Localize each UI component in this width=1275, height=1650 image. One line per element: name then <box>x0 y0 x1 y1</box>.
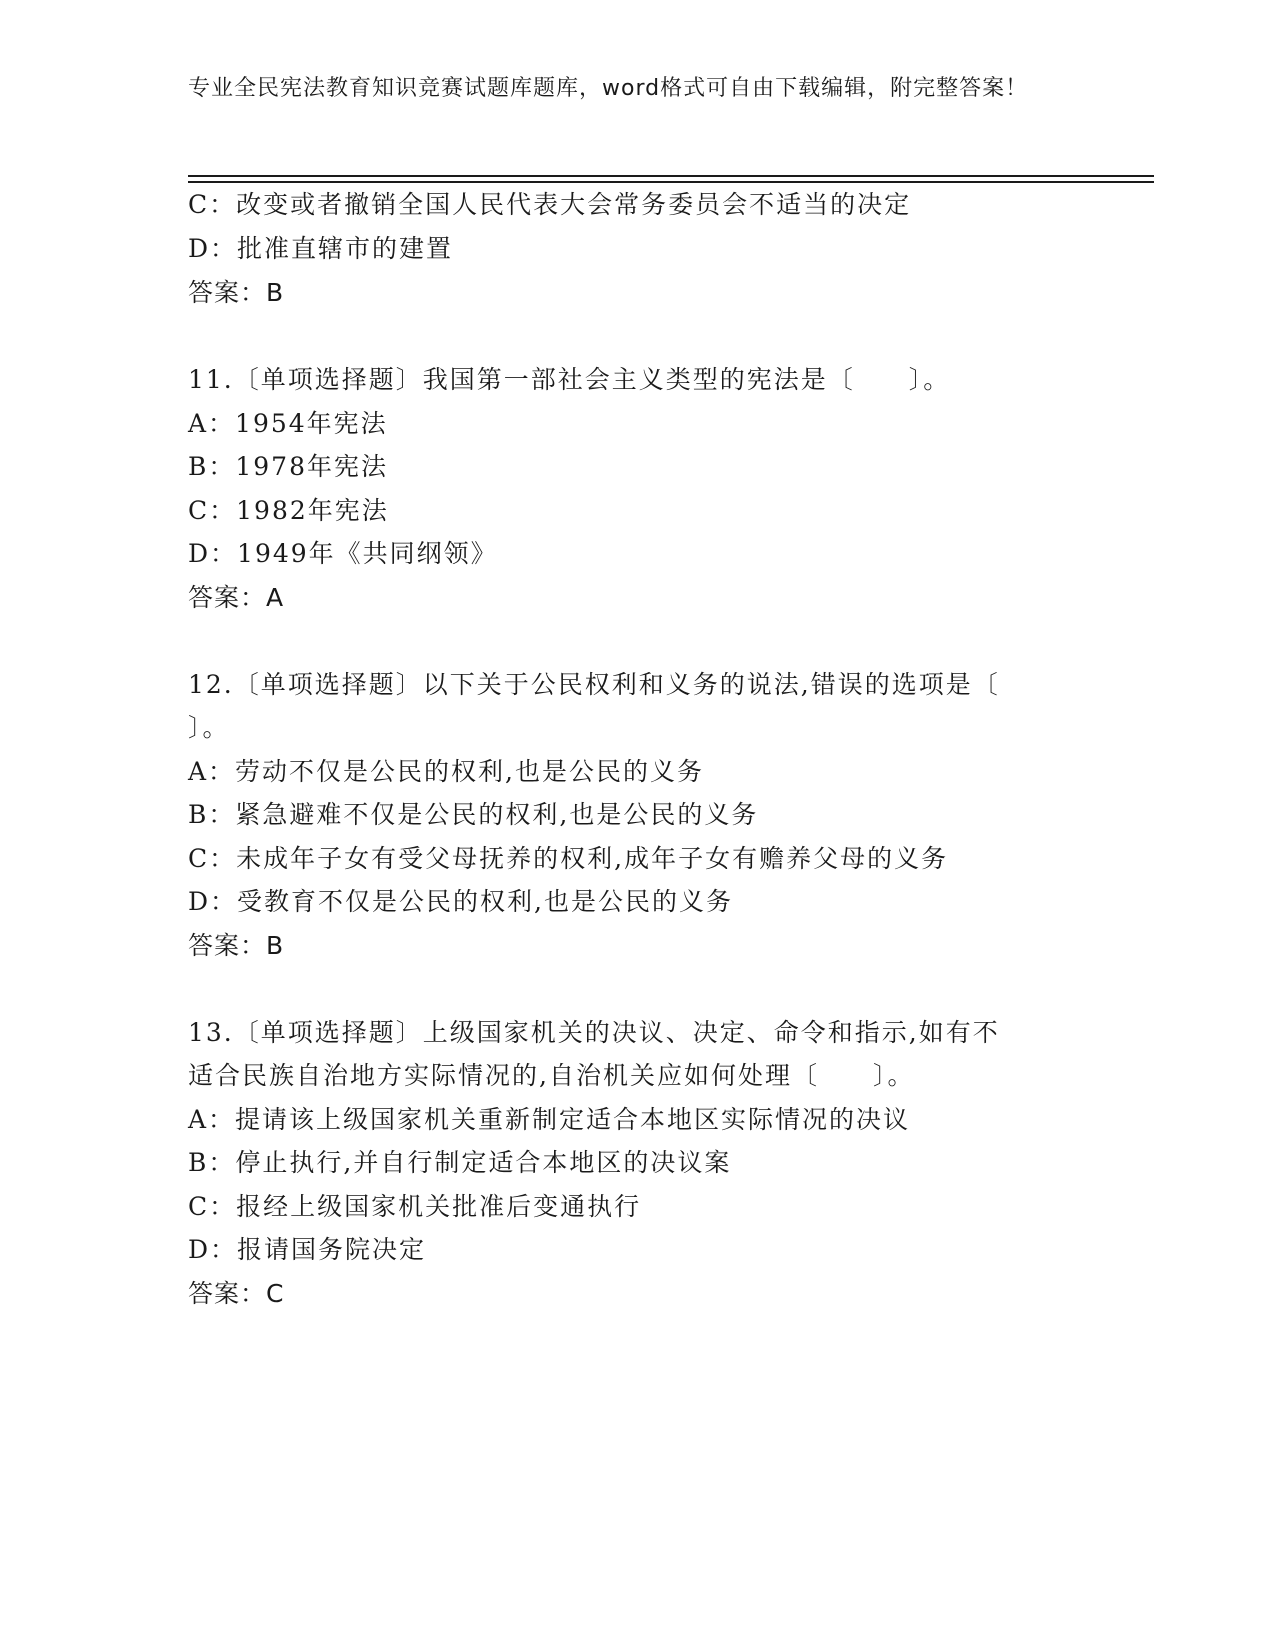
question-13-stem-line1: 13.〔单项选择题〕上级国家机关的决议、决定、命令和指示,如有不 <box>188 1018 1000 1047</box>
question-13-option-d: D：报请国务院决定 <box>188 1235 427 1264</box>
question-12-answer: 答案：B <box>188 931 285 960</box>
question-12-stem-line1: 12.〔单项选择题〕以下关于公民权利和义务的说法,错误的选项是〔 <box>188 670 1000 699</box>
question-11-option-d: D：1949年《共同纲领》 <box>188 539 498 568</box>
question-11-option-b: B：1978年宪法 <box>188 452 388 481</box>
prev-option-d: D：批准直辖市的建置 <box>188 234 454 263</box>
question-12-stem-line2: 〕。 <box>188 713 230 742</box>
question-11-option-c: C：1982年宪法 <box>188 496 389 525</box>
question-11-stem: 11.〔单项选择题〕我国第一部社会主义类型的宪法是〔 〕。 <box>188 365 951 394</box>
question-13-answer: 答案：C <box>188 1279 285 1308</box>
header-divider-top <box>188 175 1154 177</box>
question-13-option-b: B：停止执行,并自行制定适合本地区的决议案 <box>188 1148 732 1177</box>
header-divider-bottom <box>188 181 1154 183</box>
question-12-option-a: A：劳动不仅是公民的权利,也是公民的义务 <box>188 757 705 786</box>
question-12-option-b: B：紧急避难不仅是公民的权利,也是公民的义务 <box>188 800 759 829</box>
question-12-option-d: D：受教育不仅是公民的权利,也是公民的义务 <box>188 887 733 916</box>
question-13-option-c: C：报经上级国家机关批准后变通执行 <box>188 1192 642 1221</box>
question-13-option-a: A：提请该上级国家机关重新制定适合本地区实际情况的决议 <box>188 1105 911 1134</box>
document-header: 专业全民宪法教育知识竞赛试题库题库，word格式可自由下载编辑，附完整答案！ <box>188 76 1029 101</box>
question-11-answer: 答案：A <box>188 583 285 612</box>
prev-answer: 答案：B <box>188 278 285 307</box>
prev-option-c: C：改变或者撤销全国人民代表大会常务委员会不适当的决定 <box>188 190 912 219</box>
question-12-option-c: C：未成年子女有受父母抚养的权利,成年子女有赡养父母的义务 <box>188 844 949 873</box>
question-11-option-a: A：1954年宪法 <box>188 409 388 438</box>
question-13-stem-line2: 适合民族自治地方实际情况的,自治机关应如何处理〔 〕。 <box>188 1061 915 1090</box>
